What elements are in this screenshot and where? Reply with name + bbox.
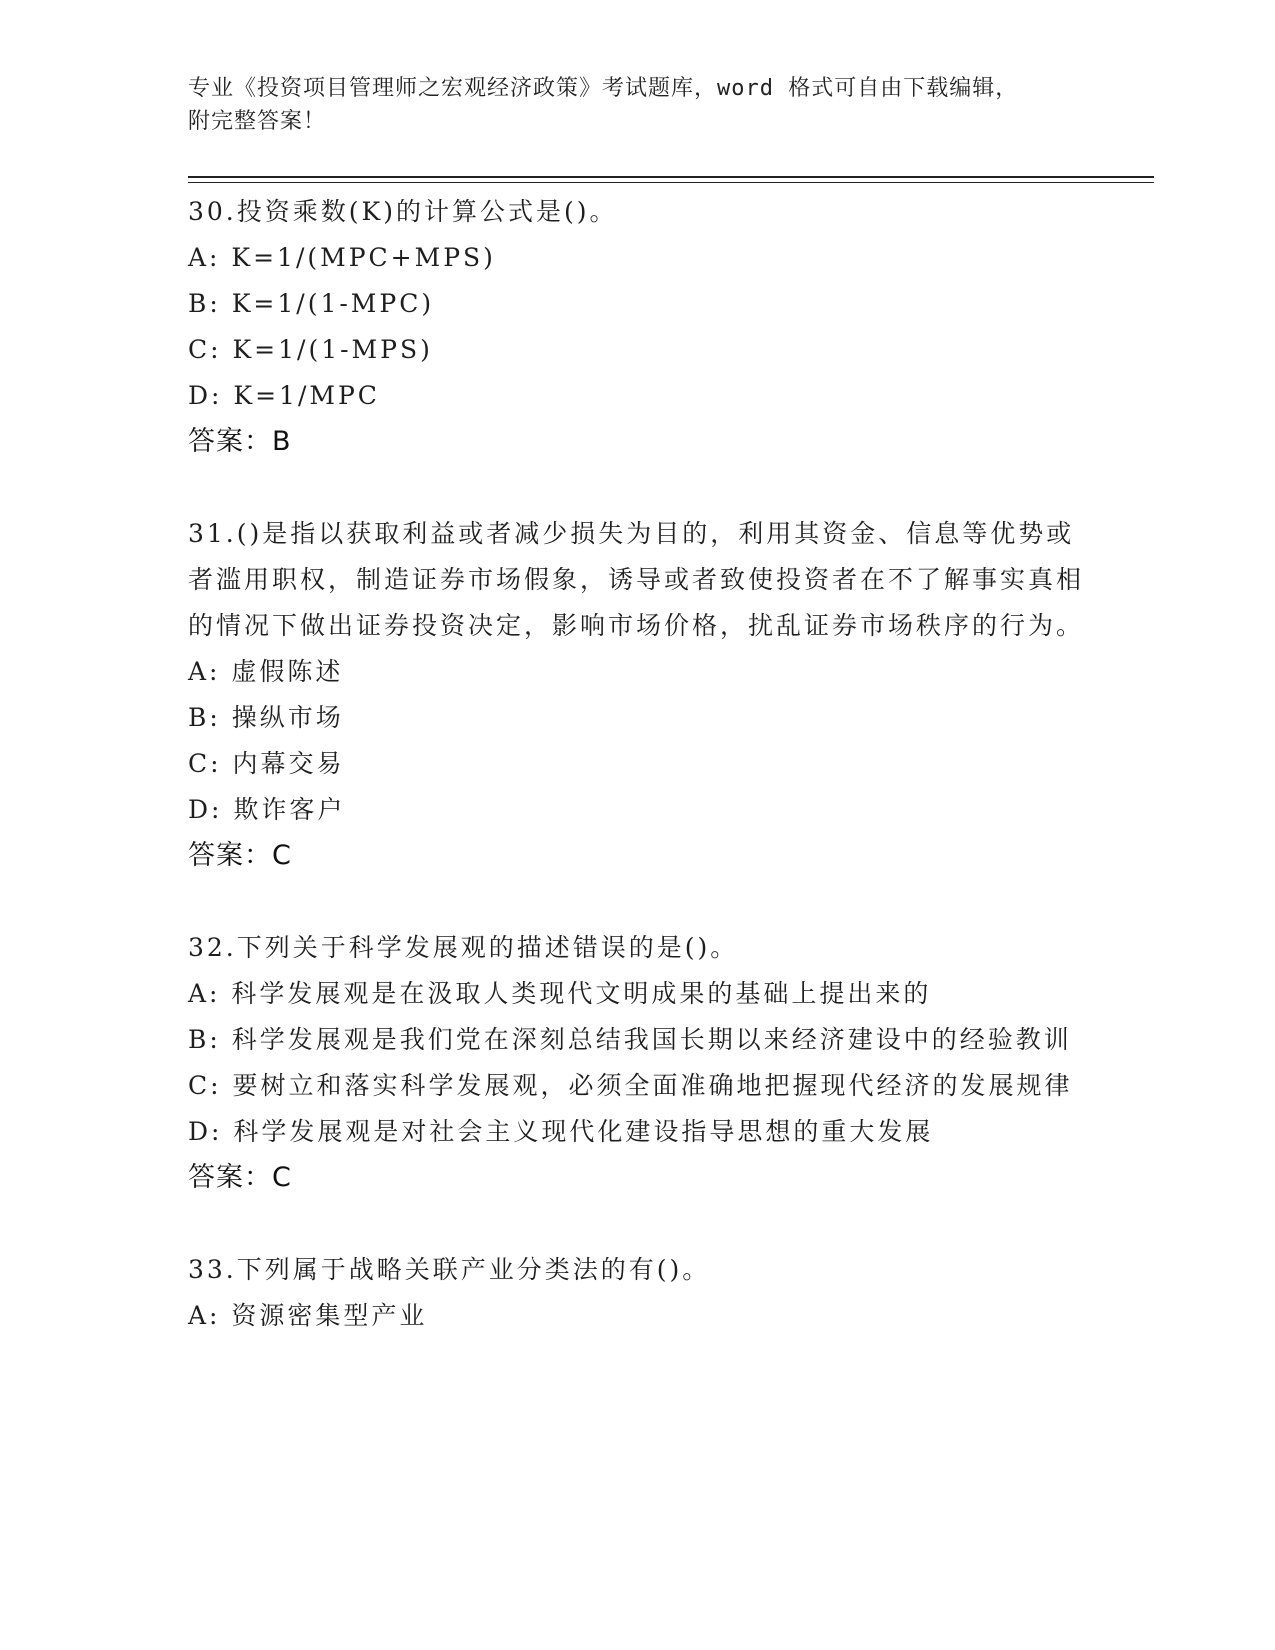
question-31 [188, 511, 1088, 879]
option-a: A: 科学发展观是在汲取人类现代文明成果的基础上提出来的 [188, 979, 932, 1008]
answer: 答案：B [188, 426, 292, 457]
option-c: C: K=1/(1-MPS) [188, 335, 433, 364]
option-b: B: 科学发展观是我们党在深刻总结我国长期以来经济建设中的经验教训 [188, 1025, 1072, 1054]
option-a: A: 资源密集型产业 [188, 1301, 428, 1330]
spacer [188, 1201, 1088, 1247]
option-a: A: 虚假陈述 [188, 657, 344, 686]
header-line-2: 附完整答案！ [188, 109, 327, 134]
option-c: C: 要树立和落实科学发展观，必须全面准确地把握现代经济的发展规律 [188, 1071, 1073, 1100]
question-text: 30.投资乘数(K)的计算公式是()。 [188, 197, 618, 226]
option-d: D: 欺诈客户 [188, 795, 346, 824]
option-b: B: 操纵市场 [188, 703, 344, 732]
header-line-1: 专业《投资项目管理师之宏观经济政策》考试题库，word 格式可自由下载编辑， [188, 76, 1019, 101]
question-list [188, 189, 1088, 1339]
option-d: D: 科学发展观是对社会主义现代化建设指导思想的重大发展 [188, 1117, 934, 1146]
question-30 [188, 189, 1088, 465]
answer: 答案：C [188, 840, 292, 871]
question-32 [188, 925, 1088, 1201]
option-a: A: K=1/(MPC+MPS) [188, 243, 496, 272]
spacer [188, 879, 1088, 925]
answer: 答案：C [188, 1162, 292, 1193]
option-d: D: K=1/MPC [188, 381, 380, 410]
header-divider-bottom [188, 182, 1154, 183]
question-text: 32.下列关于科学发展观的描述错误的是()。 [188, 933, 739, 962]
header-divider-top [188, 176, 1154, 178]
option-c: C: 内幕交易 [188, 749, 345, 778]
question-text: 33.下列属于战略关联产业分类法的有()。 [188, 1255, 711, 1284]
question-text: 31.()是指以获取利益或者减少损失为目的，利用其资金、信息等优势或者滥用职权，制造证券市场假象，诱导或者致使投资者在不了解事实真相的情况下做出证券投资决定，影响市场价格，扰乱证券市场秩序的行为。 [188, 519, 1085, 640]
option-b: B: K=1/(1-MPC) [188, 289, 435, 318]
document-header [188, 72, 1068, 138]
question-33 [188, 1247, 1088, 1339]
spacer [188, 465, 1088, 511]
